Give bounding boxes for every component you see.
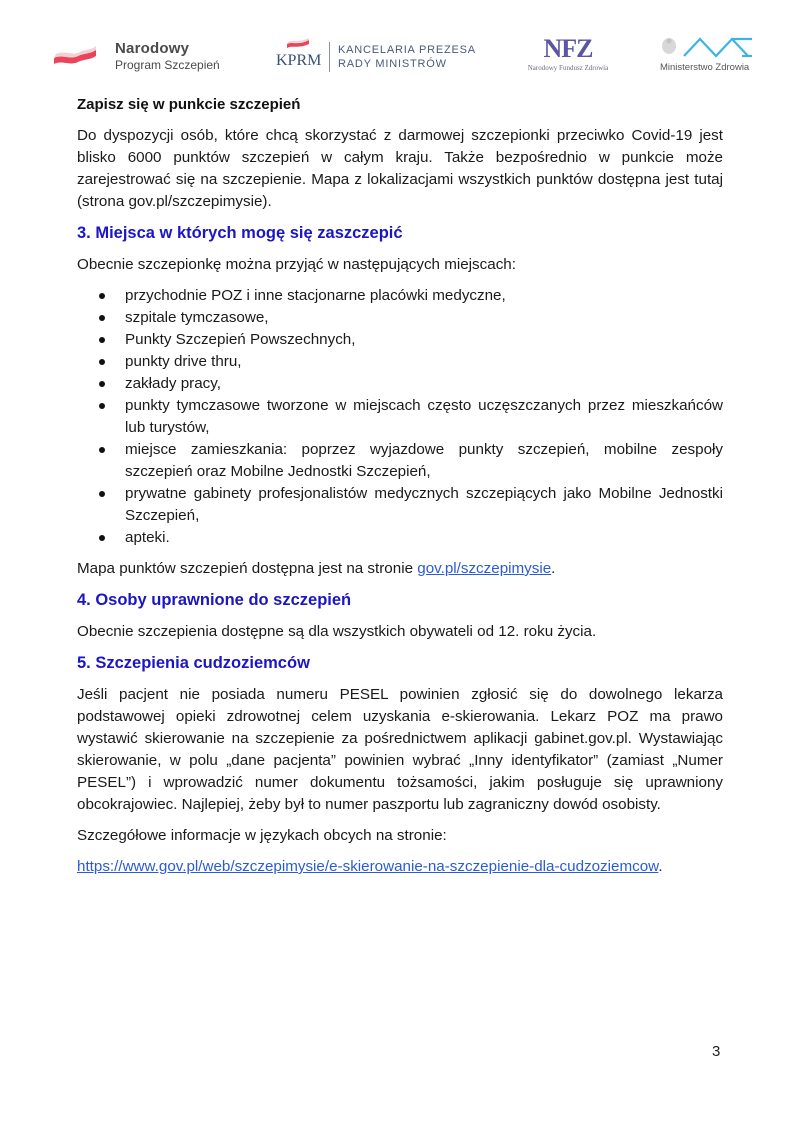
logo-subtitle: Narodowy Fundusz Zdrowia <box>527 64 609 72</box>
map-text: Mapa punktów szczepień dostępna jest na stronie <box>77 560 418 577</box>
details-paragraph <box>77 856 723 878</box>
list-item-text: szpitale tymczasowe, <box>125 309 269 326</box>
section-5-paragraph: Jeśli pacjent nie posiada numeru PESEL powinien zgłosić się do dowolnego lekarza podstawowej opieki zdrowotnej celem uzyskania e-skierowania. Lekarz POZ ma prawo wystawić skierowanie na szczepienie za pośrednictwem aplikacji gabinet.gov.pl. Wystawiając skierowanie, w polu „dane pacjenta” powinien wybrać „Inny identyfikator” (zamiast „Numer PESEL”) i wprowadzić numer dokumentu tożsamości, jakim posługuje się uprawniony obcokrajowiec. Najlepiej, żeby był to numer paszportu lub zagraniczny dowód osobisty. <box>77 686 723 813</box>
section-3-intro: Obecnie szczepionkę można przyjąć w następujących miejscach: <box>77 256 516 273</box>
locations-list <box>77 285 723 549</box>
bullet-icon <box>99 337 105 343</box>
list-item <box>99 373 723 395</box>
bullet-icon <box>99 315 105 321</box>
kprm-logo <box>276 36 476 76</box>
list-item-text: punkty drive thru, <box>125 353 242 370</box>
bullet-icon <box>99 293 105 299</box>
bullet-icon <box>99 403 105 409</box>
list-item-text: apteki. <box>125 529 170 546</box>
list-item <box>99 527 723 549</box>
bullet-icon <box>99 491 105 497</box>
page-header <box>0 30 800 80</box>
logo-title: Narodowy <box>115 40 190 57</box>
list-item <box>99 307 723 329</box>
logo-title: KANCELARIA PREZESA <box>338 44 476 56</box>
bullet-icon <box>99 535 105 541</box>
polish-flag-icon <box>52 44 98 68</box>
map-paragraph <box>77 558 723 580</box>
nfz-logo <box>518 34 618 78</box>
page-number: 3 <box>712 1043 721 1060</box>
logo-divider <box>329 42 330 72</box>
bullet-icon <box>99 381 105 387</box>
list-item <box>99 329 723 351</box>
kprm-abbr: KPRM <box>276 52 322 69</box>
intro-subheading: Zapisz się w punkcie szczepień <box>77 96 301 113</box>
bullet-icon <box>99 359 105 365</box>
map-suffix: . <box>551 560 556 577</box>
details-suffix: . <box>658 858 663 875</box>
nfz-abbr: NFZ <box>543 34 593 63</box>
document-body <box>77 95 723 887</box>
kprm-flag-icon <box>286 38 310 50</box>
list-item-text: Punkty Szczepień Powszechnych, <box>125 331 356 348</box>
section-4-paragraph: Obecnie szczepienia dostępne są dla wszystkich obywateli od 12. roku życia. <box>77 623 597 640</box>
list-item <box>99 439 723 483</box>
logo-subtitle: RADY MINISTRÓW <box>338 58 447 70</box>
narodowy-program-szczepien-logo <box>52 36 232 76</box>
ministerstwo-zdrowia-logo <box>660 34 760 78</box>
list-item-text: przychodnie POZ i inne stacjonarne placówki medyczne, <box>125 287 506 304</box>
list-item <box>99 483 723 527</box>
list-item-text: zakłady pracy, <box>125 375 221 392</box>
eagle-emblem-icon <box>660 36 678 56</box>
mz-wave-icon <box>682 36 754 58</box>
intro-paragraph: Do dyspozycji osób, które chcą skorzystać z darmowej szczepionki przeciwko Covid-19 jest blisko 6000 punktów szczepień w całym kraju. Także bezpośrednio w punkcie może zarejestrować się na szczepienie. Mapa z lokalizacjami wszystkich punktów dostępna jest tutaj (strona gov.pl/szczepimysie). <box>77 127 723 210</box>
section-4-heading: 4. Osoby uprawnione do szczepień <box>77 591 352 609</box>
list-item-text: miejsce zamieszkania: poprzez wyjazdowe punkty szczepień, mobilne zespoły szczepień oraz Mobilne Jednostki Szczepień, <box>125 441 723 480</box>
list-item <box>99 395 723 439</box>
logo-subtitle: Program Szczepień <box>115 58 220 72</box>
details-link[interactable]: https://www.gov.pl/web/szczepimysie/e-skierowanie-na-szczepienie-dla-cudzoziemcow <box>77 858 659 875</box>
map-link[interactable]: gov.pl/szczepimysie <box>417 560 552 577</box>
logo-subtitle: Ministerstwo Zdrowia <box>660 62 750 73</box>
list-item <box>99 351 723 373</box>
section-5-heading: 5. Szczepienia cudzoziemców <box>77 654 310 672</box>
section-3-heading: 3. Miejsca w których mogę się zaszczepić <box>77 224 403 242</box>
details-text: Szczegółowe informacje w językach obcych na stronie: <box>77 827 447 844</box>
list-item-text: prywatne gabinety profesjonalistów medycznych szczepiących jako Mobilne Jednostki Szczepień, <box>125 485 723 524</box>
list-item-text: punkty tymczasowe tworzone w miejscach często uczęszczanych przez mieszkańców lub turystów, <box>125 397 723 436</box>
list-item <box>99 285 723 307</box>
bullet-icon <box>99 447 105 453</box>
